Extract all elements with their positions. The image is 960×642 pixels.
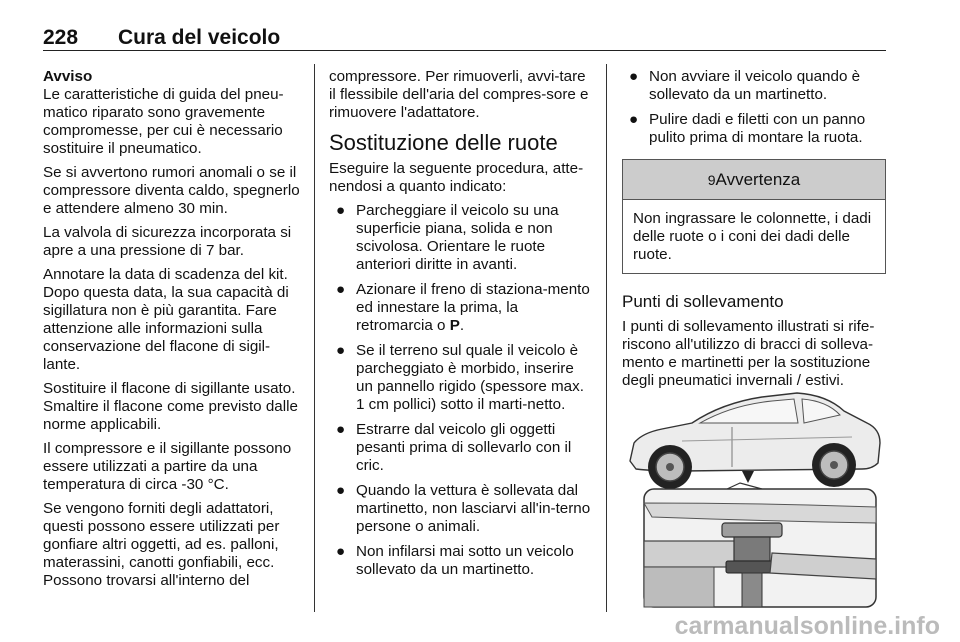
car-drawing [630, 393, 880, 489]
list-item [622, 111, 886, 147]
list-item-text: Pulire dadi e filetti con un panno pulito prima di montare la ruota. [649, 111, 866, 146]
watermark: carmanualsonline.info [674, 612, 940, 640]
column-1 [43, 68, 300, 596]
warning-text: Non ingrassare le colonnette, i dadi delle ruote o i coni dei dadi delle ruote. [633, 210, 872, 263]
list-item-text: Azionare il freno di staziona-mento ed innestare la prima, la retromarcia o [356, 281, 590, 334]
list-item [329, 281, 591, 335]
paragraph: Il compressore e il sigillante possono essere utilizzati a partire da una temperatura di circa -30 °C. [43, 440, 292, 493]
list-item [329, 482, 591, 536]
list-item-text: Quando la vettura è sollevata dal martinetto, non lasciarvi all'in-terno persone o animali. [356, 482, 591, 535]
column-divider [606, 64, 607, 612]
list-item [329, 543, 591, 579]
procedure-list [329, 202, 591, 579]
list-item-text: Estrarre dal veicolo gli oggetti pesanti prima di sollevarlo con il cric. [356, 421, 572, 474]
warning-triangle-icon: 9 [707, 172, 716, 188]
car-lift-diagram [622, 383, 886, 609]
bullet-icon: ● [336, 342, 346, 359]
page-number: 228 [43, 26, 79, 49]
bullet-icon: ● [336, 421, 346, 438]
paragraph: Sostituire il flacone di sigillante usato. Smaltire il flacone come previsto dalle norme applicabili. [43, 380, 298, 433]
notice-block [43, 68, 300, 158]
detail-inset [644, 489, 876, 607]
paragraph: Se vengono forniti degli adattatori, questi possono essere utilizzati per gonfiare altri oggetti, ad es. palloni, materassini, canotti gonfiabili, ecc. Possono trovarsi all'interno del [43, 500, 280, 589]
column-divider [314, 64, 315, 612]
notice-text: Le caratteristiche di guida del pneu-matico riparato sono gravemente compromesse, per cui è necessario sostituire il pneumatico. [43, 86, 284, 157]
section-title: Cura del veicolo [118, 26, 281, 49]
section-heading: Sostituzione delle ruote [329, 130, 558, 155]
notice-title: Avviso [43, 68, 93, 85]
bullet-icon: ● [629, 111, 639, 128]
paragraph: Annotare la data di scadenza del kit. Dopo questa data, la sua capacità di sigillatura non è più garantita. Fare attenzione alle informazioni sulla conservazione del flacone di sigil-lante. [43, 266, 289, 373]
list-item-text: Se il terreno sul quale il veicolo è parcheggiato è morbido, inserire un pannello rigido (spessore max. 1 cm pollici) sotto il marti-netto. [356, 342, 584, 413]
bullet-icon: ● [336, 281, 346, 298]
warning-box [622, 159, 886, 274]
continuation-text: compressore. Per rimuoverli, avvi-tare il flessibile dell'aria del compres-sore e rimuovere l'adattatore. [329, 68, 589, 121]
page-header [43, 26, 886, 51]
bullet-icon: ● [336, 482, 346, 499]
list-item-text: Parcheggiare il veicolo su una superficie piana, solida e non scivolosa. Orientare le ruote anteriori diritte in avanti. [356, 202, 559, 273]
gear-letter: P [449, 317, 460, 334]
procedure-intro: Eseguire la seguente procedura, atte-nendosi a quanto indicato: [329, 160, 584, 195]
bullet-icon: ● [336, 543, 346, 560]
list-item [329, 342, 591, 414]
list-item [622, 68, 886, 104]
subheading: Punti di sollevamento [622, 292, 784, 311]
list-item [329, 421, 591, 475]
bullet-icon: ● [336, 202, 346, 219]
column-3 [622, 68, 886, 396]
lifting-point-illustration [622, 383, 886, 609]
precaution-list [622, 68, 886, 147]
warning-title: Avvertenza [715, 170, 801, 189]
paragraph: La valvola di sicurezza incorporata si apre a una pressione di 7 bar. [43, 224, 292, 259]
gear-suffix: . [459, 317, 465, 334]
bullet-icon: ● [629, 68, 639, 85]
paragraph: Se si avvertono rumori anomali o se il compressore diventa caldo, spegnerlo e attendere almeno 30 min. [43, 164, 300, 217]
list-item-text: Non infilarsi mai sotto un veicolo sollevato da un martinetto. [356, 543, 574, 578]
list-item [329, 202, 591, 274]
column-2 [329, 68, 591, 586]
warning-header [623, 160, 885, 200]
list-item-text: Non avviare il veicolo quando è sollevato da un martinetto. [649, 68, 861, 103]
lifting-points-text: I punti di sollevamento illustrati si rife-riscono all'utilizzo di bracci di solleva-mento e martinetti per la sostituzione degli pneumatici invernali / estivi. [622, 318, 875, 389]
